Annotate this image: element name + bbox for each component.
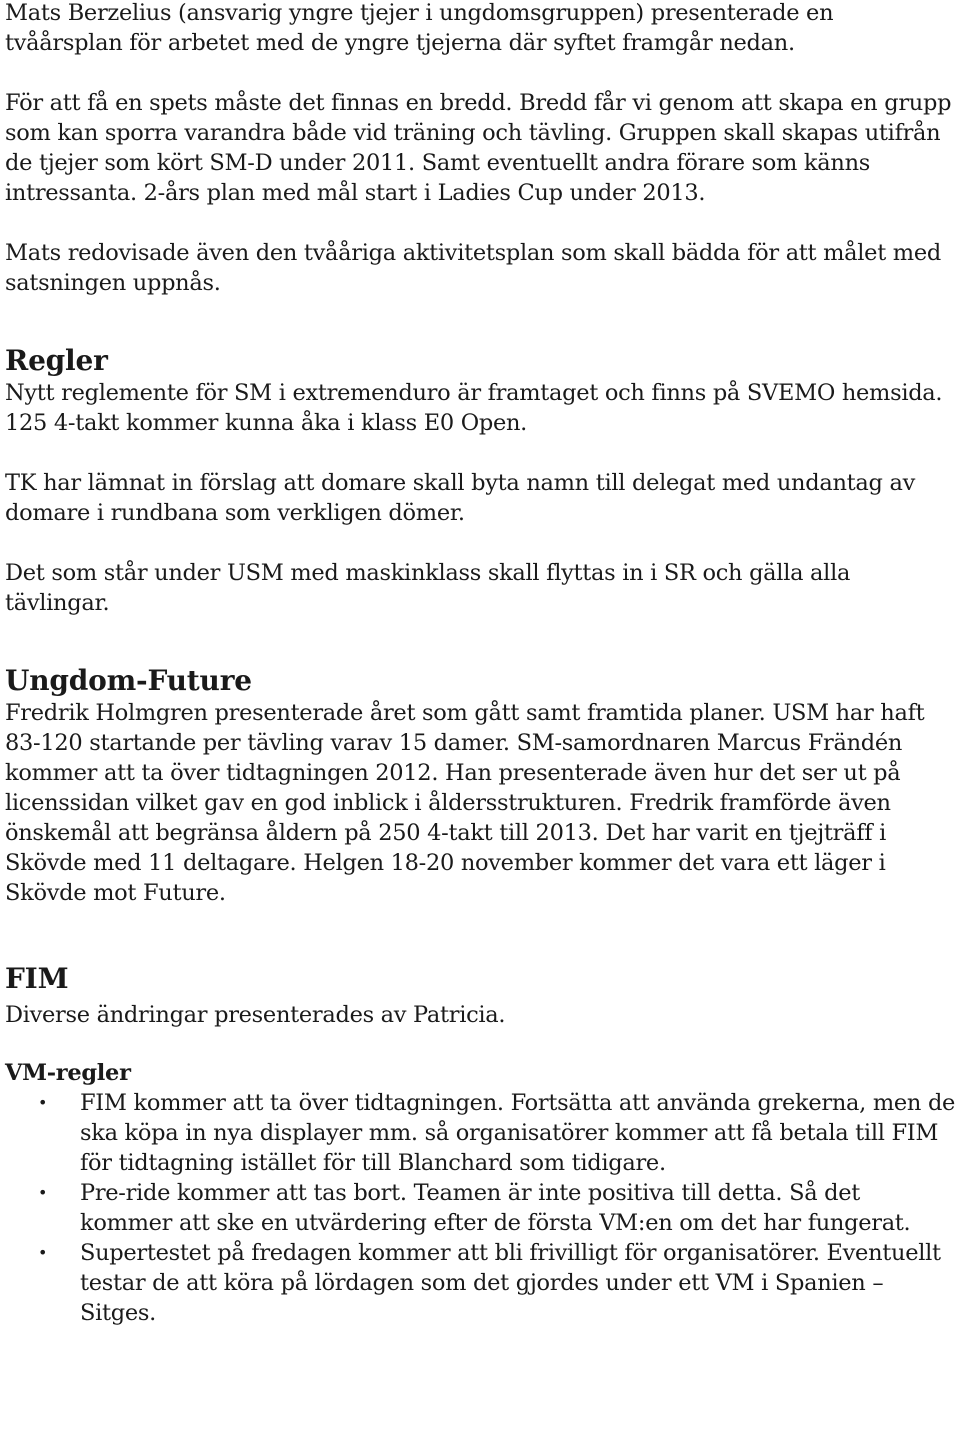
regler-paragraph-2: TK har lämnat in förslag att domare skall byta namn till delegat med undantag av domare i rundbana som verkligen dömer. <box>5 470 915 526</box>
list-item-text: Pre-ride kommer att tas bort. Teamen är inte positiva till detta. Så det kommer att ske en utvärdering efter de första VM:en om det har fungerat. <box>80 1180 911 1236</box>
bullet-icon: • <box>38 1093 48 1112</box>
document-page <box>5 0 957 1328</box>
list-item <box>5 1238 957 1328</box>
list-item-text: FIM kommer att ta över tidtagningen. Fortsätta att använda grekerna, men de ska köpa in nya displayer mm. så organisatörer kommer att få betala till FIM för tidtagning istället för till Blanchard som tidigare. <box>80 1090 956 1176</box>
subheading-vm-regler: VM-regler <box>5 1060 131 1086</box>
list-item <box>5 1178 957 1238</box>
regler-paragraph-1: Nytt reglemente för SM i extremenduro är framtaget och finns på SVEMO hemsida. 125 4-takt kommer kunna åka i klass E0 Open. <box>5 380 943 436</box>
list-item-text: Supertestet på fredagen kommer att bli frivilligt för organisatörer. Eventuellt testar de att köra på lördagen som det gjordes under ett VM i Spanien – Sitges. <box>80 1240 941 1326</box>
intro-paragraph-1: Mats Berzelius (ansvarig yngre tjejer i ungdomsgruppen) presenterade en tvåårsplan för arbetet med de yngre tjejerna där syftet framgår nedan. <box>5 0 834 56</box>
fim-paragraph: Diverse ändringar presenterades av Patricia. <box>5 1002 506 1028</box>
section-heading-fim: FIM <box>5 962 69 995</box>
bullet-icon: • <box>38 1183 48 1202</box>
vm-regler-list <box>5 1088 957 1328</box>
intro-paragraph-3: Mats redovisade även den tvååriga aktivitetsplan som skall bädda för att målet med satsningen uppnås. <box>5 240 941 296</box>
regler-paragraph-3: Det som står under USM med maskinklass skall flyttas in i SR och gälla alla tävlingar. <box>5 560 851 616</box>
bullet-icon: • <box>38 1243 48 1262</box>
ungdom-paragraph: Fredrik Holmgren presenterade året som gått samt framtida planer. USM har haft 83-120 startande per tävling varav 15 damer. SM-samordnaren Marcus Frändén kommer att ta över tidtagningen 2012. Han presenterade även hur det ser ut på licenssidan vilket gav en god inblick i åldersstrukturen. Fredrik framförde även önskemål att begränsa åldern på 250 4-takt till 2013. Det har varit en tjejträff i Skövde med 11 deltagare. Helgen 18-20 november kommer det vara ett läger i Skövde mot Future. <box>5 700 925 906</box>
section-heading-regler: Regler <box>5 344 108 377</box>
section-heading-ungdom-future: Ungdom-Future <box>5 664 252 697</box>
list-item <box>5 1088 957 1178</box>
intro-paragraph-2: För att få en spets måste det finnas en bredd. Bredd får vi genom att skapa en grupp som kan sporra varandra både vid träning och tävling. Gruppen skall skapas utifrån de tjejer som kört SM-D under 2011. Samt eventuellt andra förare som känns intressanta. 2-års plan med mål start i Ladies Cup under 2013. <box>5 90 952 206</box>
